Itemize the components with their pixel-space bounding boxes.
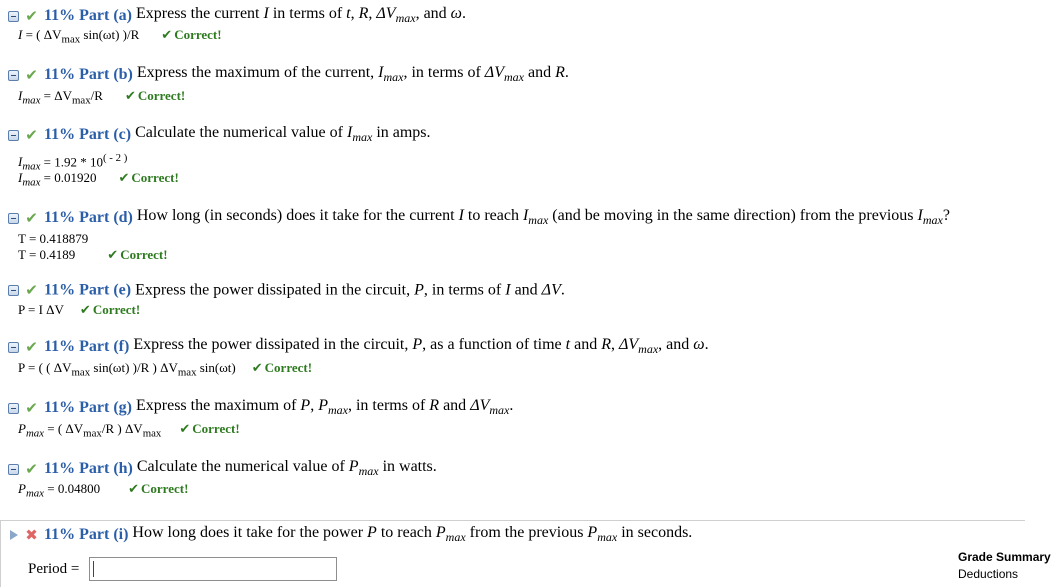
correct-check-icon: ✔ (25, 7, 38, 26)
correct-label: ✔ Correct! (124, 88, 186, 104)
collapse-toggle-icon[interactable] (8, 403, 19, 414)
part-answer: $P_{max}$ = ( $\Delta V_{max}/R$ ) $\Delta V_{max}$ ✔ Correct! (18, 421, 240, 440)
period-input[interactable] (89, 557, 337, 581)
check-icon: ✔ (128, 482, 139, 497)
part-answer: $P_{max} = 0.04800$ ✔ Correct! (18, 481, 189, 500)
correct-label: ✔ Correct! (107, 247, 168, 263)
collapse-toggle-icon[interactable] (8, 464, 19, 475)
part-question: Express the power dissipated in the circuit, P, as a function of time t and R, $\Delta V_{max}$, and ω. (133, 336, 709, 357)
part-answer: I = ( $\Delta V_{max}$ sin(ωt) )/R ✔ Correct! (18, 27, 222, 46)
part-question: Express the power dissipated in the circuit, P, in terms of I and ΔV. (135, 281, 565, 299)
collapse-toggle-icon[interactable] (8, 213, 19, 224)
part-question: Calculate the numerical value of $I_{max}$ in amps. (135, 124, 431, 145)
check-icon: ✔ (124, 89, 136, 104)
correct-label: ✔ Correct! (251, 360, 313, 376)
grade-deductions-label: Deductions (958, 567, 1019, 581)
grade-summary-title: Grade Summary (958, 550, 1051, 564)
text-cursor (93, 561, 94, 577)
period-label: Period = (28, 561, 80, 577)
part-question: How long (in seconds) does it take for the current I to reach $I_{max}$ (and be moving in the same direction) from the previous $I_{max}$? (136, 207, 950, 228)
check-icon: ✔ (251, 361, 263, 376)
part-percent: 11% Part (g) (44, 399, 132, 417)
part-percent: 11% Part (f) (44, 338, 130, 356)
correct-check-icon: ✔ (25, 399, 38, 418)
part-question: Express the current I in terms of t, R, $\Delta V_{max}$, and ω. (135, 5, 466, 26)
part-percent: 11% Part (e) (44, 281, 132, 299)
part-percent: 11% Part (d) (44, 209, 133, 227)
correct-check-icon: ✔ (25, 209, 38, 228)
collapse-toggle-icon[interactable] (8, 70, 19, 81)
correct-check-icon: ✔ (25, 126, 38, 145)
part-question: How long does it take for the power P to reach $P_{max}$ from the previous $P_{max}$ in seconds. (132, 524, 693, 545)
check-icon: ✔ (179, 422, 191, 437)
collapse-toggle-icon[interactable] (8, 342, 19, 353)
part-percent: 11% Part (a) (44, 7, 132, 25)
collapse-toggle-icon[interactable] (8, 130, 19, 141)
correct-label: ✔ Correct! (128, 481, 189, 497)
part-question: Express the maximum of the current, $I_{max}$, in terms of $\Delta V_{max}$ and R. (136, 64, 569, 85)
expand-arrow-icon[interactable] (10, 530, 18, 540)
check-icon: ✔ (118, 171, 130, 186)
collapse-toggle-icon[interactable] (8, 11, 19, 22)
check-icon: ✔ (161, 28, 173, 43)
correct-label: ✔ Correct! (161, 27, 222, 43)
correct-label: ✔ Correct! (179, 421, 240, 437)
part-answer: P = I ΔV ✔ Correct! (18, 302, 141, 318)
correct-check-icon: ✔ (25, 66, 38, 85)
part-answer-rounded: T = 0.4189 ✔ Correct! (18, 247, 168, 263)
part-percent: 11% Part (b) (44, 66, 133, 84)
check-icon: ✔ (107, 248, 119, 263)
correct-check-icon: ✔ (25, 281, 38, 300)
part-question: Express the maximum of P, $P_{max}$, in terms of R and $\Delta V_{max}$. (135, 397, 514, 418)
part-i-header (8, 522, 692, 544)
part-question: Calculate the numerical value of $P_{max}$ in watts. (136, 458, 437, 479)
part-answer-rounded: $I_{max} = 0.01920$ ✔ Correct! (18, 170, 179, 189)
correct-label: ✔ Correct! (118, 170, 179, 186)
correct-label: ✔ Correct! (79, 302, 141, 318)
collapse-toggle-icon[interactable] (8, 285, 19, 296)
check-icon: ✔ (79, 303, 91, 318)
part-answer: T = 0.418879 (18, 231, 89, 246)
correct-check-icon: ✔ (25, 338, 38, 357)
part-answer: P = ( ( $\Delta V_{max}$ sin(ωt) )/R ) $\Delta V_{max}$ sin(ωt) ✔ Correct! (18, 360, 313, 379)
part-percent: 11% Part (h) (44, 460, 133, 478)
part-percent: 11% Part (i) (44, 526, 129, 544)
part-percent: 11% Part (c) (44, 126, 132, 144)
correct-check-icon: ✔ (25, 460, 38, 479)
incorrect-x-icon: ✖ (25, 526, 38, 545)
part-answer: $I_{max} = 1.92 * 10^{( - 2 )}$ (18, 152, 128, 173)
part-answer: $I_{max} = \Delta V_{max}/R$ ✔ Correct! (18, 88, 186, 107)
